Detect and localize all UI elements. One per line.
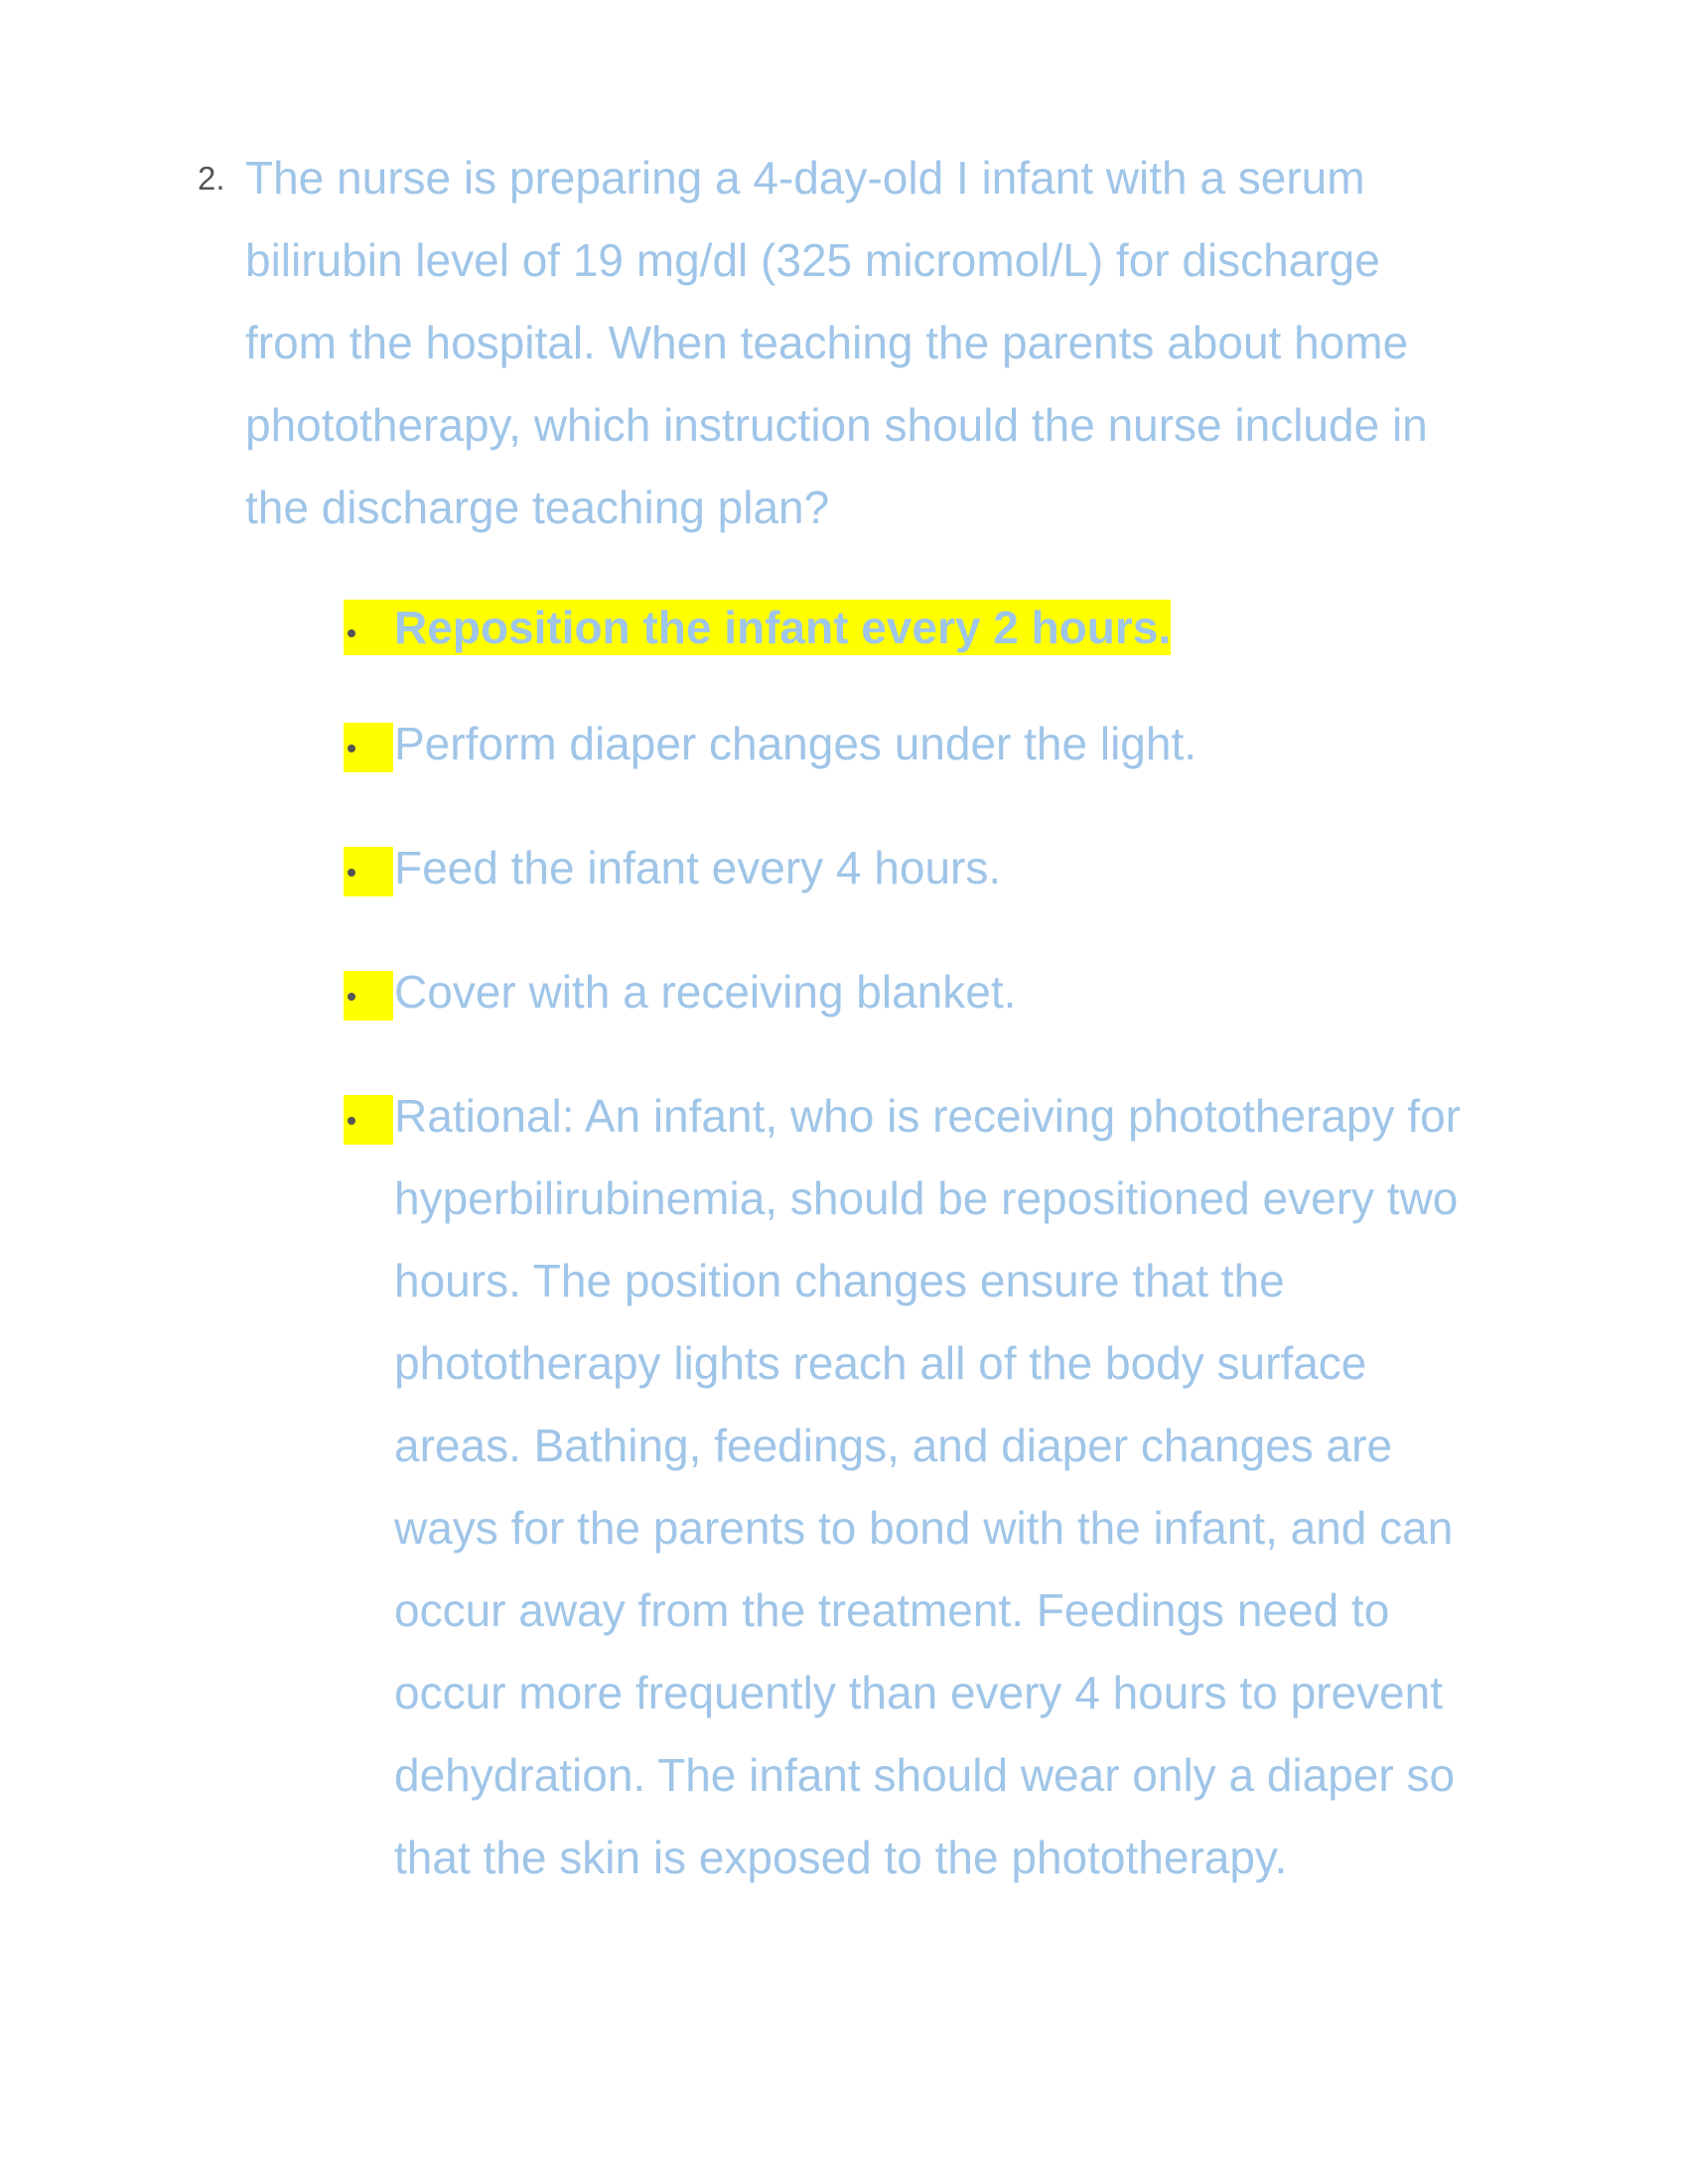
option [344,827,1535,909]
bullet-icon [344,723,393,772]
bullet-icon [344,971,393,1021]
answer-options [344,592,1535,1941]
rationale-text: Rational: An infant, who is receiving phototherapy for hyperbilirubinemia, should be repositioned every two hours. The position changes ensure that the phototherapy lights reach all of the body surface areas. Bathing, feedings, and diaper changes are ways for the parents to bond with the infant, and can occur away from the treatment. Feedings need to occur more frequently than every 4 hours to prevent dehydration. The infant should wear only a diaper so that the skin is exposed to the phototherapy. [394,1090,1461,1883]
option [344,703,1535,785]
rationale [344,1075,1496,1899]
bullet-icon [344,847,393,896]
option-label: Feed the infant every 4 hours. [394,842,1002,893]
question-number: 2. [198,160,225,197]
option [344,951,1535,1033]
option-label: Cover with a receiving blanket. [394,966,1017,1018]
bullet-icon [344,1095,393,1145]
question-text: The nurse is preparing a 4-day-old I infant with a serum bilirubin level of 19 mg/dl (325 micromol/L) for discharge from the hospital. When teaching the parents about home phototherapy, which instruction should the nurse include in the discharge teaching plan? [245,152,1428,533]
option-label: Perform diaper changes under the light. [394,718,1197,769]
bullet-icon [344,633,394,643]
option-label: Reposition the infant every 2 hours. [394,602,1172,653]
option-correct [344,600,1171,655]
